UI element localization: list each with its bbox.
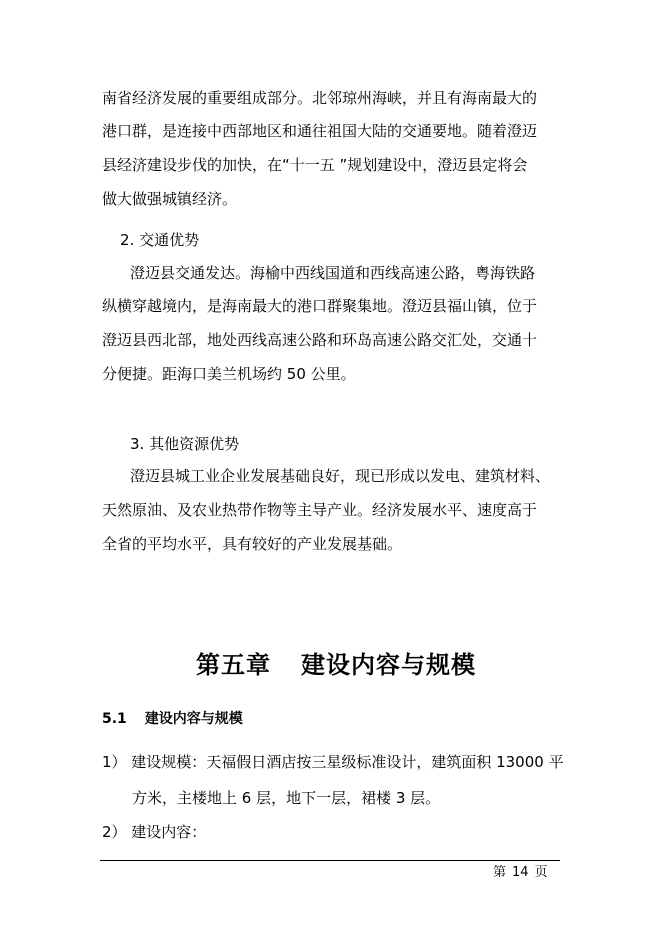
text-line: 做大做强城镇经济。 bbox=[102, 190, 238, 208]
subsection-title: 建设内容与规模 bbox=[144, 711, 243, 727]
text-line: 县经济建设步伐的加快，在“十一五 ”规划建设中，澄迈县定将会 bbox=[102, 156, 528, 174]
text-line: 澄迈县西北部，地处西线高速公路和环岛高速公路交汇处，交通十 bbox=[102, 331, 538, 349]
text-line: 南省经济发展的重要组成部分。北邻琼州海峡，并且有海南最大的 bbox=[102, 89, 538, 107]
text-line: 澄迈县城工业企业发展基础良好，现已形成以发电、建筑材料、 bbox=[130, 467, 551, 485]
section-heading-other-resources: 3. 其他资源优势 bbox=[130, 435, 240, 453]
page-value: 14 bbox=[512, 865, 529, 880]
list-item-content: 2） 建设内容： bbox=[102, 823, 207, 841]
text-line: 港口群，是连接中西部地区和通往祖国大陆的交通要地。随着澄迈 bbox=[102, 122, 538, 140]
text-line: 纵横穿越境内，是海南最大的港口群聚集地。澄迈县福山镇，位于 bbox=[102, 297, 538, 315]
chapter-number: 第五章 bbox=[196, 651, 271, 679]
text-line: 澄迈县交通发达。海榆中西线国道和西线高速公路，粤海铁路 bbox=[130, 264, 536, 282]
text-line: 全省的平均水平，具有较好的产业发展基础。 bbox=[102, 535, 403, 553]
list-item-scale: 1） 建设规模：天福假日酒店按三星级标准设计，建筑面积 13000 平 bbox=[102, 753, 564, 771]
page-number bbox=[490, 864, 551, 882]
section-heading-transport: 2. 交通优势 bbox=[120, 231, 200, 249]
list-item-scale-continued: 方米，主楼地上 6 层，地下一层，裙楼 3 层。 bbox=[132, 789, 441, 807]
footer-divider bbox=[100, 860, 560, 861]
text-line: 分便捷。距海口美兰机场约 50 公里。 bbox=[102, 365, 356, 383]
page-suffix: 页 bbox=[534, 865, 548, 880]
chapter-heading bbox=[0, 648, 662, 682]
chapter-title: 建设内容与规模 bbox=[301, 651, 476, 679]
page-prefix: 第 bbox=[493, 865, 507, 880]
text-line: 天然原油、及农业热带作物等主导产业。经济发展水平、速度高于 bbox=[102, 501, 538, 519]
subsection-number: 5.1 bbox=[102, 711, 127, 727]
subsection-heading bbox=[102, 709, 243, 729]
